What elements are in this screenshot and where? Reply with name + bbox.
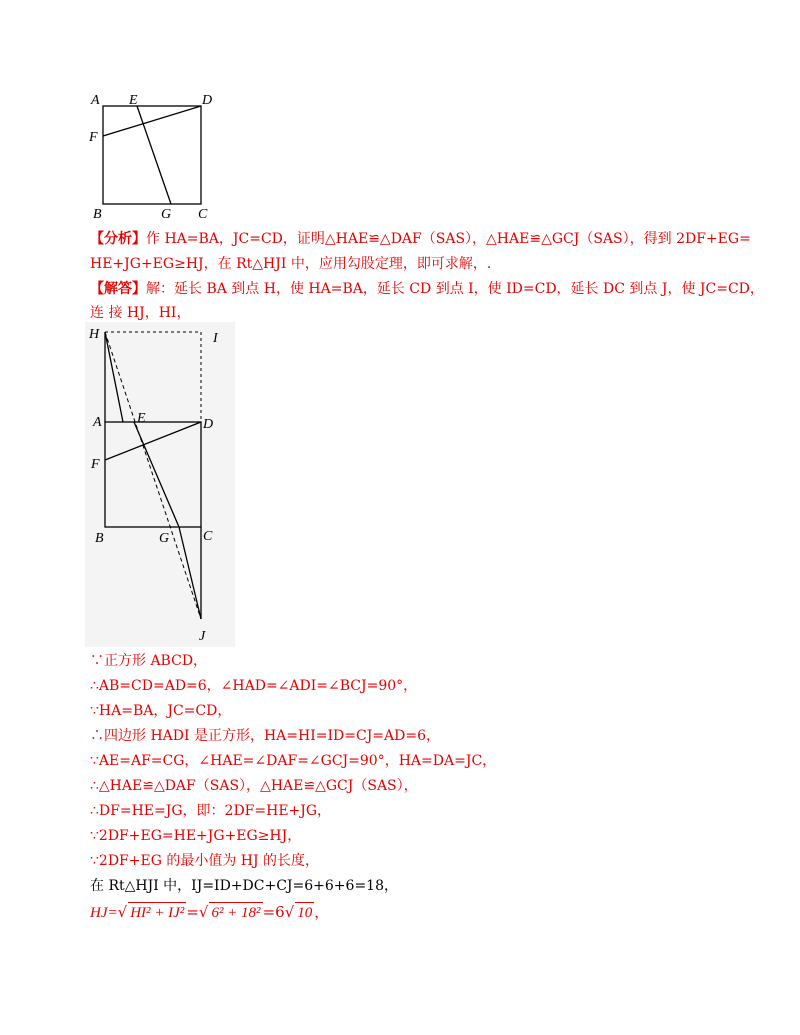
proof-line: ∵正方形 ABCD， bbox=[90, 653, 208, 669]
label-A2: A bbox=[93, 415, 102, 430]
radicand-3: 10 bbox=[295, 902, 314, 923]
answer-text-2: 连 接 HJ，HI， bbox=[90, 305, 191, 321]
answer-text-1: 解：延长 BA 到点 H，使 HA=BA，延长 CD 到点 I，使 ID=CD，延长 DC 到点 J，使 JC=CD， bbox=[146, 281, 764, 297]
radicand-1: HI² + IJ² bbox=[128, 902, 186, 923]
final-prefix: HJ= bbox=[90, 905, 118, 921]
radical-sign: √ bbox=[117, 903, 128, 921]
extended-figure bbox=[85, 322, 235, 647]
label-J: J bbox=[199, 629, 206, 644]
answer-line-2 bbox=[90, 303, 190, 323]
final-suffix: ， bbox=[314, 903, 330, 921]
analysis-line-2 bbox=[90, 254, 491, 274]
proof-line: ∵2DF+EG=HE+JG+EG≥HJ， bbox=[90, 828, 302, 844]
label-B2: B bbox=[95, 531, 104, 546]
radical-sign: √ bbox=[198, 903, 209, 921]
analysis-line-1 bbox=[90, 229, 751, 249]
proof-line: ∵AE=AF=CG，∠HAE=∠DAF=∠GCJ=90°，HA=DA=JC， bbox=[90, 753, 497, 769]
proof-line: ∴DF=HE=JG，即：2DF=HE+JG， bbox=[90, 803, 332, 819]
label-F: F bbox=[89, 130, 98, 145]
label-D: D bbox=[202, 93, 213, 108]
square-figure bbox=[85, 88, 215, 223]
radicand-2: 6² + 18² bbox=[209, 902, 262, 923]
proof-line: ∴四边形 HADI 是正方形，HA=HI=ID=CJ=AD=6， bbox=[90, 728, 441, 744]
analysis-text-2: HE+JG+EG≥HJ，在 Rt△HJI 中，应用勾股定理，即可求解，. bbox=[90, 256, 492, 272]
proof-line: ∵2DF+EG 的最小值为 HJ 的长度， bbox=[90, 853, 320, 869]
label-G: G bbox=[161, 207, 172, 222]
proof-line: ∴△HAE≌△DAF（SAS），△HAE≌△GCJ（SAS）， bbox=[90, 778, 418, 794]
label-C2: C bbox=[203, 529, 213, 544]
radical-sign: √ bbox=[284, 903, 295, 921]
label-D2: D bbox=[203, 417, 214, 432]
label-G2: G bbox=[159, 531, 170, 546]
label-E2: E bbox=[137, 411, 146, 426]
answer-line-1 bbox=[90, 279, 764, 299]
equals-six: =6 bbox=[262, 903, 285, 921]
proof-line: ∵HA=BA，JC=CD， bbox=[90, 703, 232, 719]
analysis-text-1: 作 HA=BA，JC=CD，证明△HAE≌△DAF（SAS），△HAE≌△GCJ（SAS），得到 2DF+EG= bbox=[146, 231, 751, 247]
label-I: I bbox=[213, 331, 218, 346]
proof-line: ∴AB=CD=AD=6，∠HAD=∠ADI=∠BCJ=90°， bbox=[90, 678, 418, 694]
answer-tag: 【解答】 bbox=[90, 281, 146, 297]
label-H: H bbox=[89, 327, 100, 342]
label-A: A bbox=[91, 93, 100, 108]
label-B: B bbox=[93, 207, 102, 222]
label-C: C bbox=[198, 207, 208, 222]
analysis-tag: 【分析】 bbox=[90, 231, 146, 247]
label-E: E bbox=[129, 93, 138, 108]
label-F2: F bbox=[91, 457, 100, 472]
final-equation bbox=[90, 902, 329, 923]
proof-line: 在 Rt△HJI 中，IJ=ID+DC+CJ=6+6+6=18， bbox=[90, 878, 398, 894]
equals-sign: = bbox=[186, 903, 199, 921]
